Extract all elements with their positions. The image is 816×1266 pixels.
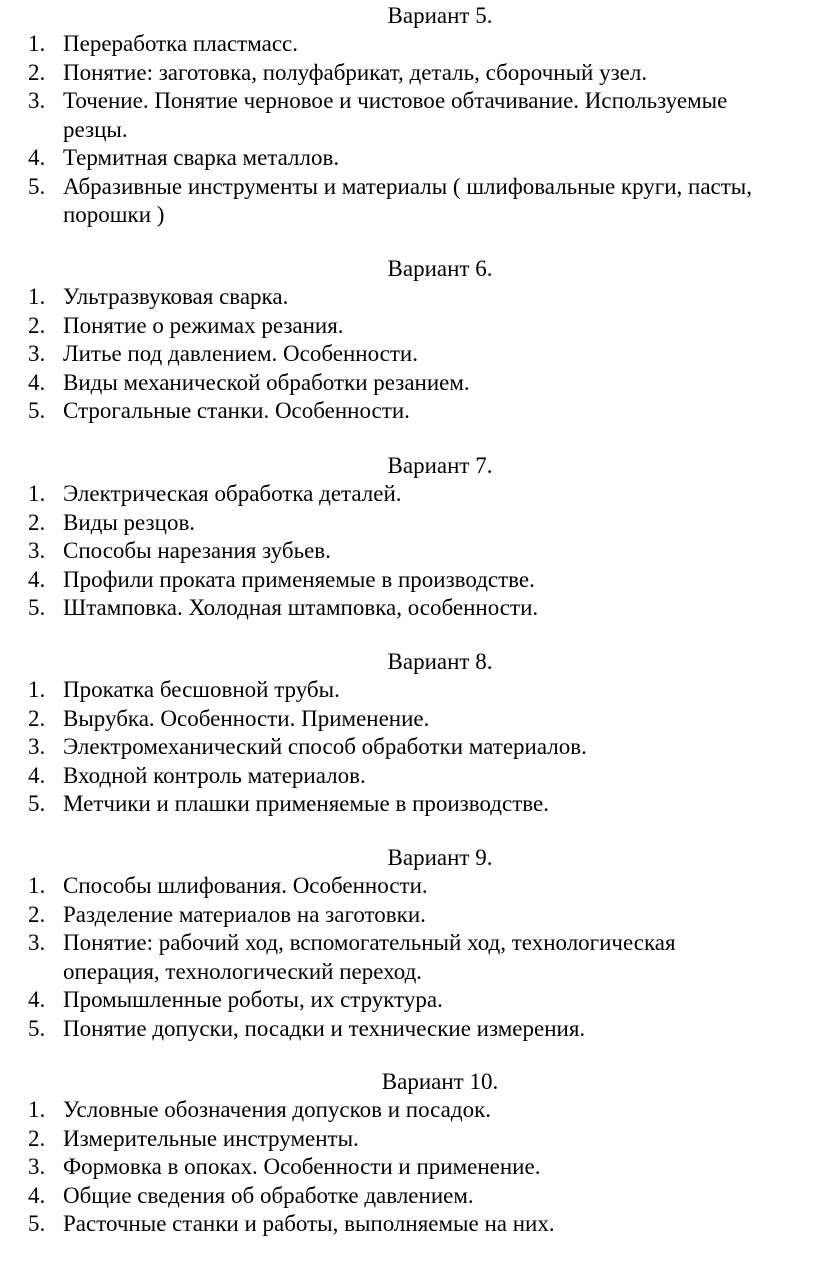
item-text: Понятие: заготовка, полуфабрикат, деталь, сборочный узел. <box>63 59 648 85</box>
item-text: Литье под давлением. Особенности. <box>63 341 418 366</box>
item-number: 1. <box>28 1097 46 1122</box>
item-text: Общие сведения об обработке давлением. <box>63 1182 474 1208</box>
item-text: Понятие допуски, посадки и технические измерения. <box>63 1015 586 1041</box>
list-item <box>0 986 760 1015</box>
list-item <box>0 144 760 173</box>
list-item <box>0 87 760 144</box>
list-item <box>0 312 760 341</box>
list-item <box>0 480 760 509</box>
item-number: 3. <box>28 88 46 113</box>
variant-title: Вариант 9. <box>387 845 493 870</box>
item-text: Строгальные станки. Особенности. <box>63 398 410 423</box>
item-number: 2. <box>28 59 46 85</box>
item-text: Штамповка. Холодная штамповка, особенности. <box>63 595 539 620</box>
item-number: 5. <box>28 791 46 816</box>
item-text: Метчики и плашки применяемые в производстве. <box>63 791 549 816</box>
item-number: 3. <box>28 341 46 366</box>
item-number: 4. <box>28 762 46 788</box>
item-number: 1. <box>28 31 46 56</box>
item-number: 2. <box>28 312 46 338</box>
item-text: Электрическая обработка деталей. <box>63 481 402 506</box>
item-text: Профили проката применяемые в производстве. <box>63 566 535 592</box>
item-number: 1. <box>28 873 46 898</box>
item-number: 3. <box>28 538 46 563</box>
item-text: Формовка в опоках. Особенности и применение. <box>63 1154 541 1179</box>
list-item <box>0 30 760 59</box>
item-number: 4. <box>28 145 46 170</box>
item-number: 4. <box>28 1182 46 1208</box>
list-item <box>0 537 760 566</box>
item-text: Расточные станки и работы, выполняемые на них. <box>63 1211 555 1236</box>
list-item <box>0 1015 760 1044</box>
item-number: 5. <box>28 595 46 620</box>
item-number: 2. <box>28 705 46 731</box>
list-item <box>0 340 760 369</box>
list-item <box>0 1210 760 1239</box>
variant-items-list <box>0 1096 760 1239</box>
variant-items-list <box>0 676 760 819</box>
item-number: 1. <box>28 284 46 309</box>
list-item <box>0 676 760 705</box>
list-item <box>0 1096 760 1125</box>
item-number: 5. <box>28 173 46 199</box>
item-text: Точение. Понятие черновое и чистовое обтачивание. Используемые резцы. <box>63 88 728 142</box>
item-number: 2. <box>28 1125 46 1151</box>
variant-title: Вариант 10. <box>381 1069 499 1094</box>
variant-items-list <box>0 480 760 623</box>
list-item <box>0 1153 760 1182</box>
variant-title: Вариант 8. <box>387 649 493 674</box>
list-item <box>0 369 760 398</box>
item-number: 2. <box>28 509 46 535</box>
variant-items-list <box>0 30 760 230</box>
list-item <box>0 397 760 426</box>
item-number: 5. <box>28 1015 46 1041</box>
list-item <box>0 929 760 986</box>
list-item <box>0 509 760 538</box>
item-text: Способы шлифования. Особенности. <box>63 873 428 898</box>
item-number: 1. <box>28 677 46 702</box>
item-text: Вырубка. Особенности. Применение. <box>63 705 430 731</box>
list-item <box>0 59 760 88</box>
list-item <box>0 790 760 819</box>
list-item <box>0 566 760 595</box>
list-item <box>0 594 760 623</box>
list-item <box>0 762 760 791</box>
item-text: Термитная сварка металлов. <box>63 145 340 170</box>
variant-title: Вариант 5. <box>387 3 493 28</box>
variant-title: Вариант 6. <box>387 256 493 281</box>
item-text: Разделение материалов на заготовки. <box>63 901 426 927</box>
item-text: Абразивные инструменты и материалы ( шлифовальные круги, пасты, порошки ) <box>63 173 752 227</box>
item-number: 1. <box>28 481 46 506</box>
list-item <box>0 173 760 230</box>
item-text: Измерительные инструменты. <box>63 1125 359 1151</box>
item-text: Электромеханический способ обработки материалов. <box>63 734 587 759</box>
item-number: 3. <box>28 734 46 759</box>
list-item <box>0 283 760 312</box>
list-item <box>0 1125 760 1154</box>
item-text: Переработка пластмасс. <box>63 31 298 56</box>
item-text: Понятие о режимах резания. <box>63 312 344 338</box>
variant-items-list <box>0 872 760 1043</box>
item-text: Понятие: рабочий ход, вспомогательный ход, технологическая операция, технологический переход. <box>63 930 676 984</box>
variant-items-list <box>0 283 760 426</box>
item-text: Способы нарезания зубьев. <box>63 538 331 563</box>
item-text: Виды механической обработки резанием. <box>63 369 470 395</box>
list-item <box>0 872 760 901</box>
item-number: 4. <box>28 369 46 395</box>
item-text: Условные обозначения допусков и посадок. <box>63 1097 491 1122</box>
list-item <box>0 1182 760 1211</box>
item-text: Входной контроль материалов. <box>63 762 366 788</box>
item-number: 5. <box>28 1211 46 1236</box>
item-number: 4. <box>28 987 46 1012</box>
item-number: 5. <box>28 398 46 423</box>
item-number: 2. <box>28 901 46 927</box>
item-text: Прокатка бесшовной трубы. <box>63 677 340 702</box>
item-text: Ультразвуковая сварка. <box>63 284 289 309</box>
list-item <box>0 705 760 734</box>
item-number: 4. <box>28 566 46 592</box>
item-text: Виды резцов. <box>63 509 196 535</box>
item-text: Промышленные роботы, их структура. <box>63 987 443 1012</box>
list-item <box>0 733 760 762</box>
item-number: 3. <box>28 1154 46 1179</box>
variant-title: Вариант 7. <box>387 453 493 478</box>
list-item <box>0 901 760 930</box>
item-number: 3. <box>28 930 46 955</box>
